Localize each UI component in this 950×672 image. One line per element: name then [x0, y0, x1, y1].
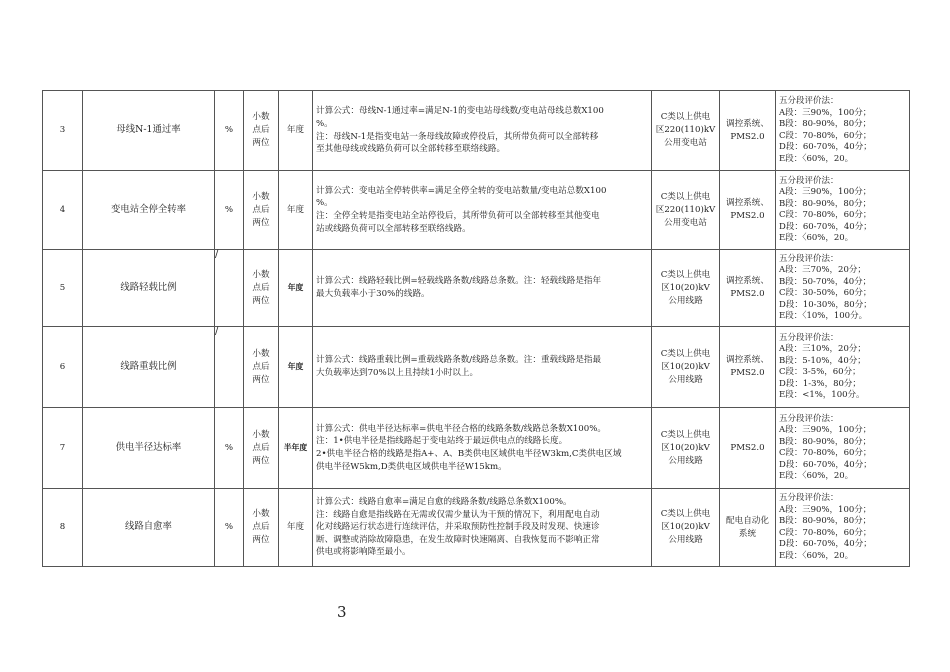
source-line: 配电自动化 — [726, 515, 769, 526]
unit-cell: % — [215, 91, 244, 171]
source-cell — [720, 489, 776, 567]
unit-cell: % — [215, 171, 244, 250]
unit-cell: % — [215, 489, 244, 567]
scope-line: 区10(20)kV — [661, 442, 710, 453]
scope-cell — [652, 171, 720, 250]
scoring-line: D段：1-3%，80分； — [779, 378, 861, 389]
unit-slash: / — [215, 249, 219, 260]
unit-slash: / — [215, 326, 219, 337]
precision-cell — [244, 250, 279, 327]
indicator-name: 变电站全停全转率 — [83, 171, 215, 250]
precision-line: 点后 — [252, 125, 270, 135]
precision-cell — [244, 171, 279, 250]
scoring-cell — [776, 489, 910, 567]
precision-line: 两位 — [252, 217, 270, 228]
precision-line: 两位 — [252, 138, 270, 148]
formula-line: 注：线路自愈是指线路在无需或仅需少量认为干预的情况下，利用配电自动 — [316, 509, 600, 520]
scoring-line: 五分段评价法： — [779, 413, 839, 424]
source-line: 调控系统、 — [726, 118, 769, 129]
scope-line: 区10(20)kV — [661, 361, 710, 372]
scoring-line: A段：三90%，100分； — [779, 425, 872, 435]
scoring-cell — [776, 171, 910, 250]
scoring-line: A段：三70%，20分； — [779, 265, 866, 275]
scoring-cell — [776, 250, 910, 327]
precision-line: 两位 — [252, 455, 270, 466]
scope-line: 公用变电站 — [664, 138, 707, 148]
indicator-name: 线路重载比例 — [83, 327, 215, 408]
row-number: 5 — [43, 250, 83, 327]
unit-cell — [215, 250, 244, 327]
scoring-line: E段：<1%，100分。 — [779, 390, 865, 400]
scope-line: C类以上供电 — [660, 191, 711, 202]
precision-line: 小数 — [252, 348, 270, 359]
unit-cell: % — [215, 408, 244, 489]
scope-cell — [652, 489, 720, 567]
scoring-line: B段：5-10%，40分； — [779, 355, 866, 366]
scope-line: C类以上供电 — [660, 348, 711, 359]
scoring-line: C段：70-80%，60分； — [779, 210, 872, 220]
table-row — [43, 489, 910, 567]
source-cell — [720, 250, 776, 327]
scoring-line: D段：10-30%，80分； — [779, 299, 872, 310]
scoring-line: A段：三90%，100分； — [779, 107, 872, 118]
cycle-text: 半年度 — [283, 442, 308, 452]
scoring-line: A段：三90%，100分； — [779, 187, 872, 197]
scoring-line: 五分段评价法： — [779, 332, 839, 343]
source-line: PMS2.0 — [730, 211, 765, 221]
cycle-text: 年度 — [287, 282, 304, 292]
formula-line: 注：全停全转是指变电站全站停役后，其所带负荷可以全部转移至其他变电 — [316, 211, 600, 221]
precision-cell — [244, 327, 279, 408]
precision-line: 点后 — [252, 442, 270, 453]
scoring-cell — [776, 408, 910, 489]
formula-line: 大负载率达到70%以上且持续1小时以上。 — [316, 368, 479, 378]
source-line: PMS2.0 — [730, 368, 765, 378]
row-number: 6 — [43, 327, 83, 408]
cycle-text: 年度 — [287, 361, 304, 371]
cycle-cell — [279, 408, 313, 489]
scoring-line: E段：〈60%，20。 — [779, 153, 854, 164]
source-line: PMS2.0 — [730, 442, 765, 453]
table-row — [43, 91, 910, 171]
precision-cell — [244, 408, 279, 489]
source-cell — [720, 91, 776, 171]
precision-line: 两位 — [252, 535, 270, 545]
source-cell — [720, 408, 776, 489]
scoring-line: D段：60-70%，40分； — [779, 539, 872, 549]
source-cell — [720, 327, 776, 408]
source-line: 调控系统、 — [726, 355, 769, 365]
formula-line: 计算公式：母线N-1通过率=满足N-1的变电站母线数/变电站母线总数X100 — [316, 106, 604, 117]
precision-cell — [244, 91, 279, 171]
formula-line: 最大负载率小于30%的线路。 — [316, 289, 430, 299]
precision-line: 小数 — [252, 509, 270, 519]
scoring-line: D段：60-70%，40分； — [779, 221, 872, 232]
cycle-cell: 年度 — [279, 489, 313, 567]
scoring-line: C段：70-80%，60分； — [779, 130, 872, 141]
scoring-line: C段：3-5%，60分； — [779, 367, 861, 377]
formula-cell — [313, 250, 652, 327]
formula-cell — [313, 91, 652, 171]
precision-line: 两位 — [252, 374, 270, 385]
scoring-line: C段：70-80%，60分； — [779, 448, 872, 458]
formula-line: 计算公式：变电站全停转供率=满足全停全转的变电站数量/变电站总数X100 — [316, 185, 607, 196]
scoring-cell — [776, 327, 910, 408]
precision-line: 点后 — [252, 204, 270, 215]
scoring-line: 五分段评价法： — [779, 96, 839, 106]
formula-line: 供电半径W5km,D类供电区域供电半径W15km。 — [316, 461, 507, 472]
indicator-name: 母线N-1通过率 — [83, 91, 215, 171]
formula-line: 注：1•供电半径是指线路起于变电站终于最远供电点的线路长度。 — [316, 436, 568, 447]
cycle-cell — [279, 250, 313, 327]
precision-line: 小数 — [252, 191, 270, 202]
indicator-name: 供电半径达标率 — [83, 408, 215, 489]
precision-cell — [244, 489, 279, 567]
source-line: 调控系统、 — [726, 276, 769, 286]
formula-line: 计算公式：供电半径达标率=供电半径合格的线路条数/线路总条数X100%。 — [316, 423, 607, 434]
scope-line: 公用线路 — [668, 455, 703, 466]
precision-line: 小数 — [252, 429, 270, 440]
scoring-line: B段：80-90%，80分； — [779, 119, 872, 129]
row-number: 7 — [43, 408, 83, 489]
scope-cell — [652, 91, 720, 171]
scope-cell — [652, 408, 720, 489]
scope-cell — [652, 327, 720, 408]
precision-line: 小数 — [252, 112, 270, 122]
scope-line: C类以上供电 — [660, 429, 711, 440]
cycle-cell — [279, 327, 313, 408]
scoring-line: B段：80-90%，80分； — [779, 516, 872, 526]
source-cell — [720, 171, 776, 250]
cycle-cell: 年度 — [279, 91, 313, 171]
formula-cell — [313, 171, 652, 250]
source-line: 系统 — [738, 528, 757, 539]
table-row — [43, 408, 910, 489]
formula-cell — [313, 327, 652, 408]
formula-line: %。 — [316, 198, 333, 209]
scope-line: C类以上供电 — [660, 112, 711, 122]
scope-line: 公用线路 — [668, 535, 703, 545]
formula-line: 计算公式：线路轻载比例=轻载线路条数/线路总条数。注：轻载线路是指年 — [316, 276, 602, 287]
scoring-line: E段：〈60%，20。 — [779, 471, 854, 481]
precision-line: 点后 — [252, 282, 270, 293]
scoring-line: D段：60-70%，40分； — [779, 142, 872, 152]
precision-line: 点后 — [252, 522, 270, 532]
row-number: 8 — [43, 489, 83, 567]
scoring-line: 五分段评价法： — [779, 175, 839, 186]
scope-line: 区10(20)kV — [661, 522, 710, 532]
scope-line: C类以上供电 — [660, 269, 711, 280]
formula-cell — [313, 489, 652, 567]
formula-line: 计算公式：线路自愈率=满足自愈的线路条数/线路总条数X100%。 — [316, 497, 572, 508]
table-row — [43, 327, 910, 408]
row-number: 3 — [43, 91, 83, 171]
scoring-line: 五分段评价法： — [779, 253, 839, 264]
formula-line: 至其他母线或线路负荷可以全部转移至联络线路。 — [316, 144, 506, 155]
page-number: 3 — [337, 603, 347, 621]
formula-line: 断、调整或消除故障隐患，在发生故障时快速隔离、自我恢复而不影响正常 — [316, 534, 600, 545]
source-line: 调控系统、 — [726, 198, 769, 208]
scoring-line: A段：三10%，20分； — [779, 344, 866, 354]
precision-line: 点后 — [252, 361, 270, 372]
formula-line: 化对线路运行状态进行连续评估，并采取预防性控制手段及时发现、快速诊 — [316, 522, 600, 533]
table-row — [43, 250, 910, 327]
scoring-line: 五分段评价法： — [779, 493, 839, 503]
scope-cell — [652, 250, 720, 327]
formula-line: 2•供电半径合格的线路是指A+、A、B类供电区域供电半径W3km,C类供电区域 — [316, 449, 622, 459]
scoring-line: B段：50-70%，40分； — [779, 276, 872, 287]
scoring-line: B段：80-90%，80分； — [779, 198, 872, 209]
scope-line: 公用线路 — [668, 374, 703, 385]
scoring-line: E段：〈10%，100分。 — [779, 311, 868, 321]
formula-line: %。 — [316, 118, 333, 129]
scoring-cell — [776, 91, 910, 171]
source-line: PMS2.0 — [730, 131, 765, 142]
scope-line: C类以上供电 — [660, 509, 711, 519]
formula-line: 注：母线N-1是指变电站一条母线故障或停役后，其所带负荷可以全部转移 — [316, 131, 599, 142]
indicator-table — [42, 90, 910, 567]
scoring-line: B段：80-90%，80分； — [779, 436, 872, 447]
scoring-line: E段：〈60%，20。 — [779, 550, 854, 561]
cycle-cell: 年度 — [279, 171, 313, 250]
indicator-name: 线路轻载比例 — [83, 250, 215, 327]
scoring-line: C段：30-50%，60分； — [779, 288, 872, 298]
source-line: PMS2.0 — [730, 289, 765, 299]
formula-cell — [313, 408, 652, 489]
scoring-line: D段：60-70%，40分； — [779, 459, 872, 470]
row-number: 4 — [43, 171, 83, 250]
precision-line: 小数 — [252, 269, 270, 280]
scope-line: 公用变电站 — [664, 217, 707, 228]
table-row — [43, 171, 910, 250]
scoring-line: E段：〈60%，20。 — [779, 233, 854, 243]
scoring-line: C段：70-80%，60分； — [779, 527, 872, 538]
formula-line: 供电或将影响降至最小。 — [316, 547, 411, 558]
scope-line: 区220(110)kV — [655, 125, 716, 135]
indicator-name: 线路自愈率 — [83, 489, 215, 567]
formula-line: 计算公式：线路重载比例=重载线路条数/线路总条数。注：重载线路是指最 — [316, 355, 602, 366]
scoring-line: A段：三90%，100分； — [779, 504, 872, 515]
precision-line: 两位 — [252, 295, 270, 306]
scope-line: 公用线路 — [668, 295, 703, 306]
formula-line: 站或线路负荷可以全部转移至联络线路。 — [316, 223, 471, 234]
unit-cell — [215, 327, 244, 408]
scope-line: 区10(20)kV — [661, 282, 710, 293]
scope-line: 区220(110)kV — [655, 204, 716, 215]
